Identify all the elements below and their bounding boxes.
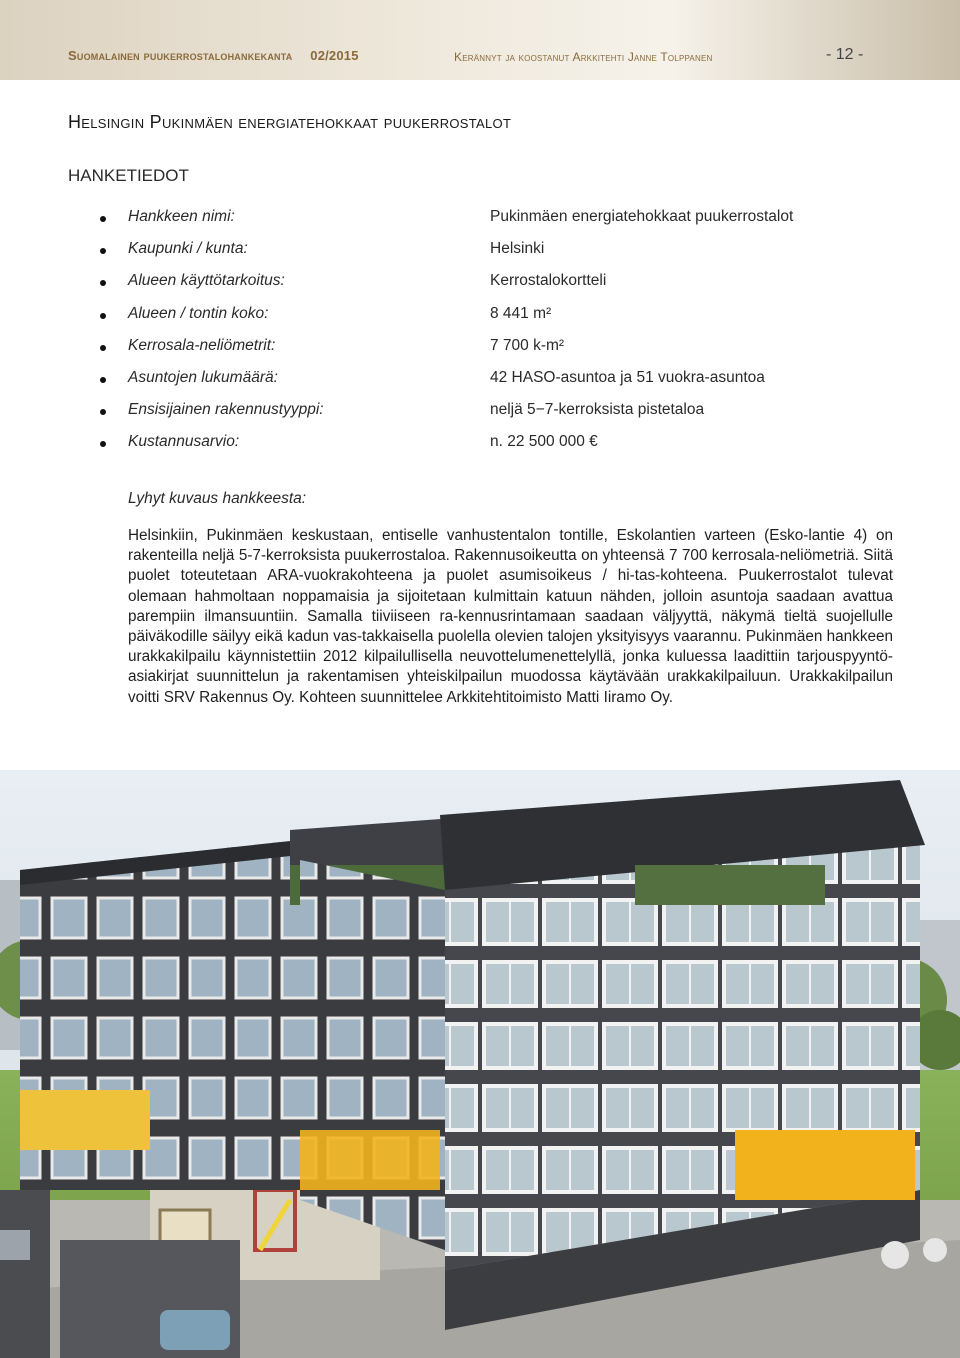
header-band [0, 0, 960, 80]
page-number: - 12 - [826, 46, 864, 63]
fact-item [100, 337, 900, 369]
fact-item [100, 401, 900, 433]
fact-label: Kustannusarvio: [128, 433, 240, 451]
fact-label: Kaupunki / kunta: [128, 240, 248, 258]
bullet-icon [100, 377, 106, 383]
fact-value: 7 700 k-m² [490, 336, 565, 354]
fact-item [100, 272, 900, 304]
bullet-icon [100, 280, 106, 286]
fact-label: Hankkeen nimi: [128, 208, 235, 225]
project-description: Helsinkiin, Pukinmäen keskustaan, entiselle vanhustentalon tontille, Eskolantien varteen (Esko-lantie 4) on rakenteilla neljä 5-7-kerroksista puukerrostaloa. Rakennusoikeutta on yhteensä 7 700 kerrosala-neliömetriä. Siitä puolet toteutetaan ARA-vuokrakohteena ja puolet asumisoikeus / hi-tas-kohteena. Puukerrostalot tulevat olemaan hahmoltaan noppamaisia ja sijoitetaan kulmittain katuun nähden, jolloin asuntoja saadaan avattua parempiin ilmansuuntiin. Samalla tiiviiseen ra-kennusrintamaan saadaan väljyyttä, näkymä tieltä suojellulle päiväkodille säilyy eikä kadun vas-takkaisella puolella olevien talojen yksityisyys vaarannu. Pukinmäen hankkeen urakkakilpailu käynnistettiin 2012 kilpailullisella neuvottelumenettelyllä, jonka kuluessa laadittiin tarjouspyyntö-asiakirjat suunnittelun ja rakentamisen yhteiskilpailun muodossa käytävään urakkakilpailuun. Urakkakilpailun voitti SRV Rakennus Oy. Kohteen suunnittelee Arkkitehtitoimisto Matti Iiramo Oy. [128, 527, 893, 706]
fact-item [100, 208, 900, 240]
fact-item [100, 369, 900, 401]
publication-name: Suomalainen puukerrostalohankekanta [68, 48, 293, 63]
bullet-icon [100, 441, 106, 447]
bullet-icon [100, 248, 106, 254]
description-title: Lyhyt kuvaus hankkeesta: [128, 490, 307, 507]
fact-value: Pukinmäen energiatehokkaat puukerrostalot [490, 208, 794, 225]
compiler-credit: Kerännyt ja koostanut Arkkitehti Janne Tolppanen [454, 50, 713, 64]
fact-item [100, 305, 900, 337]
fact-item [100, 240, 900, 272]
fact-label: Ensisijainen rakennustyyppi: [128, 401, 324, 419]
page-title: Helsingin Pukinmäen energiatehokkaat puukerrostalot [68, 112, 512, 132]
bullet-icon [100, 409, 106, 415]
fact-value: Helsinki [490, 240, 545, 258]
fact-item [100, 433, 900, 465]
bullet-icon [100, 313, 106, 319]
fact-value: neljä 5−7-kerroksista pistetaloa [490, 401, 705, 419]
section-title: HANKETIEDOT [68, 166, 189, 185]
fact-value: n. 22 500 000 € [490, 433, 598, 451]
fact-label: Alueen käyttötarkoitus: [128, 272, 285, 290]
bullet-icon [100, 345, 106, 351]
fact-label: Asuntojen lukumäärä: [128, 368, 278, 386]
fact-label: Alueen / tontin koko: [128, 304, 269, 322]
project-facts-list [100, 208, 900, 466]
fact-label: Kerrosala-neliömetrit: [128, 336, 276, 354]
bullet-icon [100, 216, 106, 222]
issue-number: 02/2015 [310, 48, 359, 63]
fact-value: 42 HASO-asuntoa ja 51 vuokra-asuntoa [490, 368, 765, 386]
fact-value: Kerrostalokortteli [490, 272, 607, 290]
publication-header [68, 48, 359, 63]
fact-value: 8 441 m² [490, 304, 552, 322]
building-rendering-image [0, 770, 960, 1358]
